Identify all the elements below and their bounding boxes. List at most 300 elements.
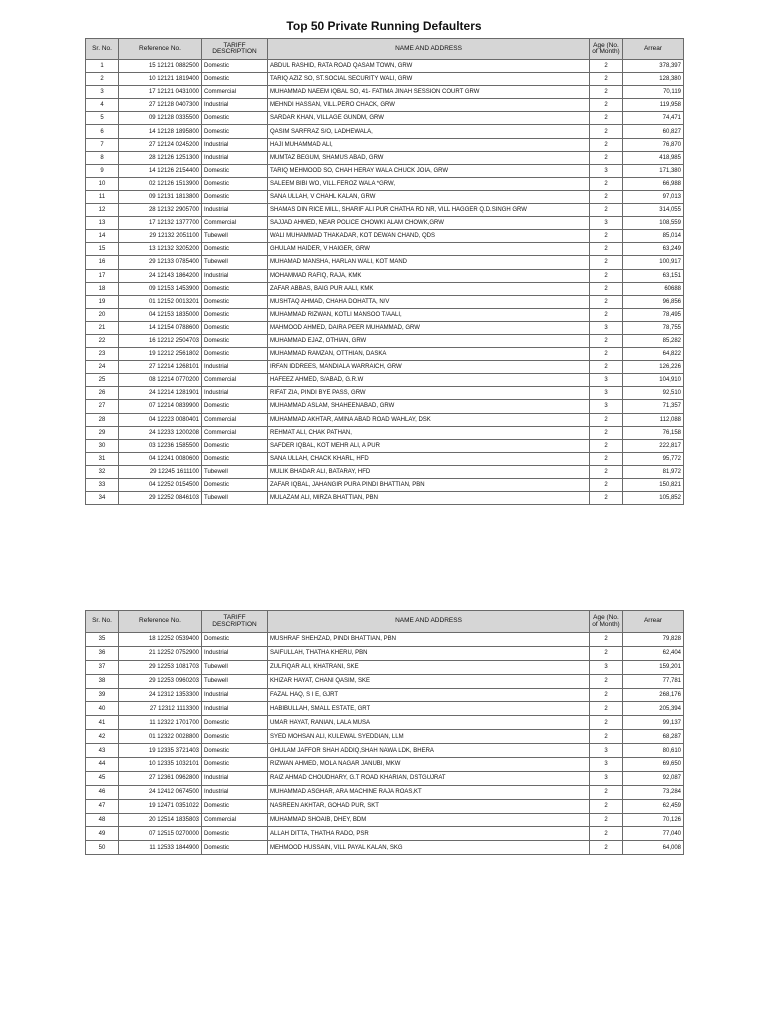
cell-name-address: NASREEN AKHTAR, GOHAD PUR, SKT bbox=[268, 799, 590, 813]
table-row bbox=[86, 730, 684, 744]
cell-age: 2 bbox=[590, 413, 623, 426]
cell-reference-no: 11 12533 1844900 bbox=[119, 841, 202, 855]
cell-reference-no: 10 12335 1032101 bbox=[119, 758, 202, 772]
cell-tariff: Industrial bbox=[202, 204, 268, 217]
table-row bbox=[86, 204, 684, 217]
cell-tariff: Tubewell bbox=[202, 492, 268, 505]
cell-tariff: Domestic bbox=[202, 841, 268, 855]
table-row bbox=[86, 295, 684, 308]
cell-sr-no: 2 bbox=[86, 73, 119, 86]
defaulters-table-1 bbox=[85, 38, 684, 505]
cell-tariff: Domestic bbox=[202, 164, 268, 177]
cell-arrear: 105,852 bbox=[623, 492, 684, 505]
cell-age: 2 bbox=[590, 465, 623, 478]
cell-arrear: 119,958 bbox=[623, 99, 684, 112]
cell-tariff: Domestic bbox=[202, 125, 268, 138]
cell-sr-no: 36 bbox=[86, 646, 119, 660]
cell-tariff: Domestic bbox=[202, 190, 268, 203]
page-title: Top 50 Private Running Defaulters bbox=[286, 19, 482, 33]
cell-sr-no: 48 bbox=[86, 813, 119, 827]
cell-arrear: 92,087 bbox=[623, 771, 684, 785]
cell-age: 2 bbox=[590, 308, 623, 321]
cell-age: 3 bbox=[590, 164, 623, 177]
cell-age: 2 bbox=[590, 785, 623, 799]
cell-age: 2 bbox=[590, 334, 623, 347]
table-row bbox=[86, 99, 684, 112]
cell-sr-no: 33 bbox=[86, 479, 119, 492]
table-row bbox=[86, 813, 684, 827]
cell-arrear: 68,287 bbox=[623, 730, 684, 744]
cell-age: 2 bbox=[590, 479, 623, 492]
cell-tariff: Industrial bbox=[202, 387, 268, 400]
table-row bbox=[86, 361, 684, 374]
cell-name-address: MUHAMMAD EJAZ, OTHIAN, GRW bbox=[268, 334, 590, 347]
cell-age: 3 bbox=[590, 660, 623, 674]
cell-arrear: 418,985 bbox=[623, 151, 684, 164]
cell-sr-no: 39 bbox=[86, 688, 119, 702]
cell-reference-no: 17 12132 1377700 bbox=[119, 217, 202, 230]
cell-arrear: 78,755 bbox=[623, 321, 684, 334]
cell-sr-no: 17 bbox=[86, 269, 119, 282]
table-header-row bbox=[86, 611, 684, 633]
cell-sr-no: 22 bbox=[86, 334, 119, 347]
table-row bbox=[86, 230, 684, 243]
header-sr-no: Sr. No. bbox=[86, 611, 119, 633]
cell-name-address: MULAZAM ALI, MIRZA BHATTIAN, PBN bbox=[268, 492, 590, 505]
cell-name-address: REHMAT ALI, CHAK PATHAN, bbox=[268, 426, 590, 439]
table-row bbox=[86, 60, 684, 73]
cell-arrear: 79,828 bbox=[623, 633, 684, 647]
cell-tariff: Industrial bbox=[202, 688, 268, 702]
cell-sr-no: 9 bbox=[86, 164, 119, 177]
cell-age: 2 bbox=[590, 439, 623, 452]
cell-reference-no: 18 12252 0539400 bbox=[119, 633, 202, 647]
cell-name-address: KHIZAR HAYAT, CHANI QASIM, SKE bbox=[268, 674, 590, 688]
header-sr-no: Sr. No. bbox=[86, 39, 119, 60]
cell-tariff: Domestic bbox=[202, 730, 268, 744]
cell-reference-no: 04 12252 0154500 bbox=[119, 479, 202, 492]
cell-arrear: 92,510 bbox=[623, 387, 684, 400]
cell-name-address: HAFEEZ AHMED, S/ABAD, G.R.W bbox=[268, 374, 590, 387]
table-row bbox=[86, 256, 684, 269]
cell-arrear: 85,014 bbox=[623, 230, 684, 243]
table-row bbox=[86, 86, 684, 99]
cell-name-address: ZULFIQAR ALI, KHATRANI, SKE bbox=[268, 660, 590, 674]
cell-age: 3 bbox=[590, 744, 623, 758]
cell-sr-no: 44 bbox=[86, 758, 119, 772]
header-arrear: Arrear bbox=[623, 39, 684, 60]
cell-sr-no: 13 bbox=[86, 217, 119, 230]
cell-arrear: 96,856 bbox=[623, 295, 684, 308]
table-row bbox=[86, 151, 684, 164]
cell-name-address: ABDUL RASHID, RATA ROAD QASAM TOWN, GRW bbox=[268, 60, 590, 73]
table-row bbox=[86, 177, 684, 190]
cell-name-address: SHAMAS DIN RICE MILL, SHARIF ALI PUR CHATHA RD NR, VILL HAGGER Q.D.SINGH GRW bbox=[268, 204, 590, 217]
cell-name-address: RIFAT ZIA, PINDI BYE PASS, GRW bbox=[268, 387, 590, 400]
cell-arrear: 81,972 bbox=[623, 465, 684, 478]
cell-name-address: HAJI MUHAMMAD ALI, bbox=[268, 138, 590, 151]
cell-name-address: MULIK BHADAR ALI, BATARAY, HFD bbox=[268, 465, 590, 478]
table-row bbox=[86, 282, 684, 295]
cell-reference-no: 19 12335 3721403 bbox=[119, 744, 202, 758]
cell-tariff: Domestic bbox=[202, 282, 268, 295]
cell-name-address: MOHAMMAD RAFIQ, RAJA, KMK bbox=[268, 269, 590, 282]
cell-reference-no: 27 12124 0245200 bbox=[119, 138, 202, 151]
cell-name-address: SAIFULLAH, THATHA KHERU, PBN bbox=[268, 646, 590, 660]
cell-age: 2 bbox=[590, 702, 623, 716]
cell-arrear: 70,126 bbox=[623, 813, 684, 827]
cell-tariff: Industrial bbox=[202, 771, 268, 785]
cell-tariff: Domestic bbox=[202, 112, 268, 125]
cell-name-address: UMAR HAYAT, RANIAN, LALA MUSA bbox=[268, 716, 590, 730]
header-tariff-description: TARIFF DESCRIPTION bbox=[202, 611, 268, 633]
cell-name-address: MUHAMMAD RIZWAN, KOTLI MANSOO T/AALI, bbox=[268, 308, 590, 321]
cell-sr-no: 27 bbox=[86, 400, 119, 413]
cell-reference-no: 15 12121 0882500 bbox=[119, 60, 202, 73]
header-reference-no: Reference No. bbox=[119, 39, 202, 60]
cell-sr-no: 30 bbox=[86, 439, 119, 452]
cell-sr-no: 21 bbox=[86, 321, 119, 334]
table-row bbox=[86, 125, 684, 138]
cell-name-address: TARIQ MEHMOOD SO, CHAH HERAY WALA CHUCK JOIA, GRW bbox=[268, 164, 590, 177]
cell-sr-no: 26 bbox=[86, 387, 119, 400]
cell-age: 2 bbox=[590, 827, 623, 841]
cell-name-address: MUSHRAF SHEHZAD, PINDI BHATTIAN, PBN bbox=[268, 633, 590, 647]
cell-sr-no: 28 bbox=[86, 413, 119, 426]
cell-age: 2 bbox=[590, 799, 623, 813]
cell-tariff: Domestic bbox=[202, 243, 268, 256]
cell-age: 3 bbox=[590, 400, 623, 413]
cell-reference-no: 27 12214 1268101 bbox=[119, 361, 202, 374]
cell-tariff: Tubewell bbox=[202, 230, 268, 243]
cell-sr-no: 24 bbox=[86, 361, 119, 374]
table-row bbox=[86, 190, 684, 203]
cell-age: 2 bbox=[590, 646, 623, 660]
table-row bbox=[86, 400, 684, 413]
cell-reference-no: 28 12132 2905700 bbox=[119, 204, 202, 217]
cell-arrear: 76,158 bbox=[623, 426, 684, 439]
cell-age: 2 bbox=[590, 633, 623, 647]
header-name-and-address: NAME AND ADDRESS bbox=[268, 39, 590, 60]
cell-name-address: SYED MOHSAN ALI, KULEWAL SYEDDIAN, LLM bbox=[268, 730, 590, 744]
cell-tariff: Industrial bbox=[202, 785, 268, 799]
table-row bbox=[86, 744, 684, 758]
cell-tariff: Domestic bbox=[202, 295, 268, 308]
cell-name-address: MUHAMMAD ASLAM, SHAHEENABAD, GRW bbox=[268, 400, 590, 413]
table-row bbox=[86, 112, 684, 125]
cell-tariff: Domestic bbox=[202, 400, 268, 413]
cell-age: 2 bbox=[590, 348, 623, 361]
cell-arrear: 63,249 bbox=[623, 243, 684, 256]
cell-reference-no: 19 12471 0351022 bbox=[119, 799, 202, 813]
cell-sr-no: 5 bbox=[86, 112, 119, 125]
cell-age: 2 bbox=[590, 204, 623, 217]
cell-reference-no: 03 12236 1585500 bbox=[119, 439, 202, 452]
cell-tariff: Domestic bbox=[202, 60, 268, 73]
cell-age: 2 bbox=[590, 730, 623, 744]
cell-arrear: 77,781 bbox=[623, 674, 684, 688]
cell-age: 2 bbox=[590, 60, 623, 73]
table-row bbox=[86, 646, 684, 660]
cell-age: 2 bbox=[590, 177, 623, 190]
cell-arrear: 150,821 bbox=[623, 479, 684, 492]
table-row bbox=[86, 439, 684, 452]
cell-reference-no: 27 12128 0407300 bbox=[119, 99, 202, 112]
cell-name-address: IRFAN IDDREES, MANDIALA WARRAICH, GRW bbox=[268, 361, 590, 374]
cell-age: 2 bbox=[590, 190, 623, 203]
cell-age: 2 bbox=[590, 73, 623, 86]
cell-name-address: RAIZ AHMAD CHOUDHARY, G.T ROAD KHARIAN, DSTGUJRAT bbox=[268, 771, 590, 785]
cell-arrear: 66,988 bbox=[623, 177, 684, 190]
defaulters-table-2 bbox=[85, 610, 684, 855]
cell-tariff: Commercial bbox=[202, 217, 268, 230]
cell-name-address: MUHAMAD MANSHA, HARLAN WALI, KOT MAND bbox=[268, 256, 590, 269]
cell-reference-no: 29 12132 2051100 bbox=[119, 230, 202, 243]
cell-age: 2 bbox=[590, 138, 623, 151]
table-row bbox=[86, 413, 684, 426]
cell-name-address: ALLAH DITTA, THATHA RADO, PSR bbox=[268, 827, 590, 841]
cell-arrear: 378,397 bbox=[623, 60, 684, 73]
cell-arrear: 64,008 bbox=[623, 841, 684, 855]
cell-age: 2 bbox=[590, 151, 623, 164]
cell-arrear: 222,817 bbox=[623, 439, 684, 452]
cell-reference-no: 02 12126 1513900 bbox=[119, 177, 202, 190]
cell-sr-no: 42 bbox=[86, 730, 119, 744]
cell-arrear: 268,176 bbox=[623, 688, 684, 702]
cell-reference-no: 28 12126 1251300 bbox=[119, 151, 202, 164]
cell-age: 3 bbox=[590, 321, 623, 334]
cell-sr-no: 32 bbox=[86, 465, 119, 478]
table-row bbox=[86, 164, 684, 177]
cell-name-address: ZAFAR IQBAL, JAHANGIR PURA PINDI BHATTIAN, PBN bbox=[268, 479, 590, 492]
cell-arrear: 171,380 bbox=[623, 164, 684, 177]
cell-sr-no: 16 bbox=[86, 256, 119, 269]
cell-name-address: SANA ULLAH, V CHAHL KALAN, GRW bbox=[268, 190, 590, 203]
table-row bbox=[86, 771, 684, 785]
cell-tariff: Industrial bbox=[202, 138, 268, 151]
cell-tariff: Domestic bbox=[202, 716, 268, 730]
cell-sr-no: 45 bbox=[86, 771, 119, 785]
cell-sr-no: 20 bbox=[86, 308, 119, 321]
cell-reference-no: 29 12253 0960203 bbox=[119, 674, 202, 688]
cell-sr-no: 10 bbox=[86, 177, 119, 190]
cell-age: 2 bbox=[590, 99, 623, 112]
cell-sr-no: 43 bbox=[86, 744, 119, 758]
table-row bbox=[86, 758, 684, 772]
cell-name-address: MEHMOOD HUSSAIN, VILL PAYAL KALAN, SKG bbox=[268, 841, 590, 855]
cell-tariff: Industrial bbox=[202, 99, 268, 112]
cell-reference-no: 29 12252 0846103 bbox=[119, 492, 202, 505]
table-row bbox=[86, 452, 684, 465]
cell-sr-no: 50 bbox=[86, 841, 119, 855]
cell-age: 2 bbox=[590, 688, 623, 702]
cell-age: 2 bbox=[590, 674, 623, 688]
cell-age: 2 bbox=[590, 295, 623, 308]
cell-tariff: Domestic bbox=[202, 799, 268, 813]
cell-age: 2 bbox=[590, 841, 623, 855]
table-row bbox=[86, 799, 684, 813]
cell-tariff: Industrial bbox=[202, 151, 268, 164]
cell-arrear: 314,055 bbox=[623, 204, 684, 217]
cell-sr-no: 25 bbox=[86, 374, 119, 387]
cell-name-address: GHULAM HAIDER, V HAIGER, GRW bbox=[268, 243, 590, 256]
table-row bbox=[86, 674, 684, 688]
cell-arrear: 97,013 bbox=[623, 190, 684, 203]
cell-name-address: RIZWAN AHMED, MOLA NAGAR JANUBI, MKW bbox=[268, 758, 590, 772]
cell-reference-no: 29 12253 1081703 bbox=[119, 660, 202, 674]
cell-arrear: 62,459 bbox=[623, 799, 684, 813]
cell-age: 3 bbox=[590, 374, 623, 387]
cell-tariff: Domestic bbox=[202, 439, 268, 452]
cell-arrear: 76,870 bbox=[623, 138, 684, 151]
cell-arrear: 85,282 bbox=[623, 334, 684, 347]
table-row bbox=[86, 479, 684, 492]
table-row bbox=[86, 702, 684, 716]
cell-tariff: Domestic bbox=[202, 334, 268, 347]
table-row bbox=[86, 426, 684, 439]
cell-reference-no: 16 12212 2504703 bbox=[119, 334, 202, 347]
cell-tariff: Domestic bbox=[202, 348, 268, 361]
table-row bbox=[86, 465, 684, 478]
cell-arrear: 99,137 bbox=[623, 716, 684, 730]
cell-reference-no: 09 12131 1813800 bbox=[119, 190, 202, 203]
cell-tariff: Tubewell bbox=[202, 465, 268, 478]
cell-age: 2 bbox=[590, 112, 623, 125]
cell-arrear: 70,119 bbox=[623, 86, 684, 99]
cell-arrear: 69,650 bbox=[623, 758, 684, 772]
cell-age: 2 bbox=[590, 256, 623, 269]
cell-sr-no: 38 bbox=[86, 674, 119, 688]
cell-name-address: QASIM SARFRAZ S/O, LADHEWALA, bbox=[268, 125, 590, 138]
cell-name-address: WALI MUHAMMAD THAKADAR, KOT DEWAN CHAND, QDS bbox=[268, 230, 590, 243]
cell-arrear: 126,226 bbox=[623, 361, 684, 374]
table-row bbox=[86, 387, 684, 400]
cell-reference-no: 07 12515 0270000 bbox=[119, 827, 202, 841]
cell-sr-no: 8 bbox=[86, 151, 119, 164]
cell-sr-no: 3 bbox=[86, 86, 119, 99]
cell-sr-no: 14 bbox=[86, 230, 119, 243]
cell-name-address: ZAFAR ABBAS, BAIG PUR AALI, KMK bbox=[268, 282, 590, 295]
cell-tariff: Domestic bbox=[202, 177, 268, 190]
cell-reference-no: 07 12214 0839900 bbox=[119, 400, 202, 413]
cell-arrear: 112,088 bbox=[623, 413, 684, 426]
cell-reference-no: 04 12153 1835000 bbox=[119, 308, 202, 321]
cell-arrear: 63,151 bbox=[623, 269, 684, 282]
cell-sr-no: 12 bbox=[86, 204, 119, 217]
cell-tariff: Industrial bbox=[202, 361, 268, 374]
header-name-and-address: NAME AND ADDRESS bbox=[268, 611, 590, 633]
cell-name-address: MUHAMMAD NAEEM IQBAL SO, 41- FATIMA JINAH SESSION COURT GRW bbox=[268, 86, 590, 99]
cell-reference-no: 24 12233 1200208 bbox=[119, 426, 202, 439]
cell-age: 2 bbox=[590, 282, 623, 295]
cell-age: 2 bbox=[590, 716, 623, 730]
cell-reference-no: 13 12132 3205200 bbox=[119, 243, 202, 256]
cell-tariff: Commercial bbox=[202, 86, 268, 99]
header-tariff-description: TARIFF DESCRIPTION bbox=[202, 39, 268, 60]
cell-age: 2 bbox=[590, 813, 623, 827]
cell-sr-no: 19 bbox=[86, 295, 119, 308]
cell-reference-no: 04 12241 0080600 bbox=[119, 452, 202, 465]
header-reference-no: Reference No. bbox=[119, 611, 202, 633]
table-row bbox=[86, 660, 684, 674]
cell-reference-no: 17 12121 0431000 bbox=[119, 86, 202, 99]
cell-arrear: 77,040 bbox=[623, 827, 684, 841]
cell-reference-no: 20 12514 1835803 bbox=[119, 813, 202, 827]
cell-name-address: MUHAMMAD SHOAIB, DHEY, BDM bbox=[268, 813, 590, 827]
cell-arrear: 62,404 bbox=[623, 646, 684, 660]
cell-reference-no: 29 12133 0785400 bbox=[119, 256, 202, 269]
cell-age: 3 bbox=[590, 758, 623, 772]
table-row bbox=[86, 827, 684, 841]
cell-age: 3 bbox=[590, 387, 623, 400]
cell-sr-no: 15 bbox=[86, 243, 119, 256]
cell-reference-no: 09 12128 0335500 bbox=[119, 112, 202, 125]
cell-sr-no: 6 bbox=[86, 125, 119, 138]
cell-reference-no: 01 12322 0028800 bbox=[119, 730, 202, 744]
cell-age: 2 bbox=[590, 125, 623, 138]
cell-reference-no: 24 12214 1281901 bbox=[119, 387, 202, 400]
table-row bbox=[86, 217, 684, 230]
cell-age: 2 bbox=[590, 243, 623, 256]
cell-sr-no: 35 bbox=[86, 633, 119, 647]
cell-sr-no: 37 bbox=[86, 660, 119, 674]
cell-tariff: Domestic bbox=[202, 321, 268, 334]
cell-age: 2 bbox=[590, 269, 623, 282]
cell-name-address: SAJJAD AHMED, NEAR POLICE CHOWKI ALAM CHOWK,GRW bbox=[268, 217, 590, 230]
table-row bbox=[86, 716, 684, 730]
cell-name-address: FAZAL HAQ, S I E, GJRT bbox=[268, 688, 590, 702]
cell-reference-no: 19 12212 2561802 bbox=[119, 348, 202, 361]
table-row bbox=[86, 348, 684, 361]
cell-tariff: Domestic bbox=[202, 744, 268, 758]
table-row bbox=[86, 334, 684, 347]
cell-arrear: 64,822 bbox=[623, 348, 684, 361]
table-header-row bbox=[86, 39, 684, 60]
cell-age: 2 bbox=[590, 452, 623, 465]
cell-tariff: Commercial bbox=[202, 813, 268, 827]
table-row bbox=[86, 269, 684, 282]
cell-arrear: 108,559 bbox=[623, 217, 684, 230]
cell-arrear: 205,394 bbox=[623, 702, 684, 716]
table-row bbox=[86, 785, 684, 799]
cell-tariff: Commercial bbox=[202, 374, 268, 387]
cell-age: 2 bbox=[590, 230, 623, 243]
cell-tariff: Tubewell bbox=[202, 256, 268, 269]
cell-sr-no: 4 bbox=[86, 99, 119, 112]
cell-reference-no: 27 12312 1113300 bbox=[119, 702, 202, 716]
cell-age: 3 bbox=[590, 771, 623, 785]
table-row bbox=[86, 688, 684, 702]
cell-name-address: MUHAMMAD RAMZAN, OTTHIAN, DASKA bbox=[268, 348, 590, 361]
cell-age: 3 bbox=[590, 217, 623, 230]
cell-tariff: Commercial bbox=[202, 413, 268, 426]
cell-tariff: Tubewell bbox=[202, 660, 268, 674]
cell-arrear: 128,380 bbox=[623, 73, 684, 86]
cell-reference-no: 04 12223 0080401 bbox=[119, 413, 202, 426]
cell-age: 2 bbox=[590, 492, 623, 505]
table-row bbox=[86, 308, 684, 321]
cell-sr-no: 11 bbox=[86, 190, 119, 203]
table-row bbox=[86, 243, 684, 256]
cell-arrear: 159,201 bbox=[623, 660, 684, 674]
cell-reference-no: 27 12361 0962800 bbox=[119, 771, 202, 785]
cell-sr-no: 1 bbox=[86, 60, 119, 73]
cell-tariff: Domestic bbox=[202, 479, 268, 492]
table-row bbox=[86, 492, 684, 505]
cell-sr-no: 47 bbox=[86, 799, 119, 813]
cell-name-address: GHULAM JAFFOR SHAH ADDIQ,SHAH NAWA LDK, BHERA bbox=[268, 744, 590, 758]
cell-age: 2 bbox=[590, 86, 623, 99]
